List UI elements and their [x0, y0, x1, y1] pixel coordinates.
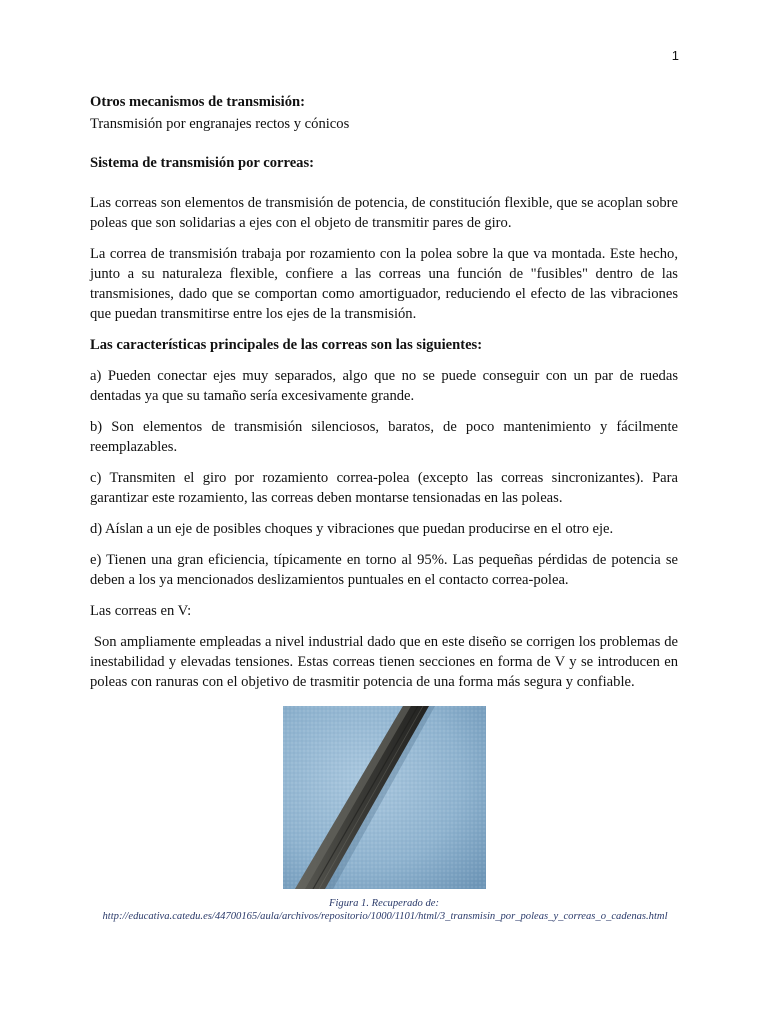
caption-url: http://educativa.catedu.es/44700165/aula/archivos/repositorio/1000/1101/html/3_transmisin_por_poleas_y_correas_o_cadenas.html [102, 911, 668, 922]
list-item-d: d) Aíslan a un eje de posibles choques y vibraciones que puedan producirse en el otro eje. [90, 521, 614, 537]
heading-otros-mecanismos: Otros mecanismos de transmisión: [90, 94, 305, 110]
paragraph-correa-rozamiento: La correa de transmisión trabaja por rozamiento con la polea sobre la que va montada. Este hecho, junto a su naturaleza flexible, confiere a las correas una función de "fusibles" dentro de las transmisiones, dado que se comportan como amortiguador, reduciendo el efecto de las vibraciones que puedan transmitirse entre los ejes de la transmisión. [90, 246, 678, 322]
list-item-a: a) Pueden conectar ejes muy separados, algo que no se puede conseguir con un par de ruedas dentadas ya que su tamaño sería excesivamente grande. [90, 368, 678, 404]
figure-caption [90, 897, 678, 923]
v-belt-image [283, 706, 486, 889]
heading-sistema-correas: Sistema de transmisión por correas: [90, 155, 315, 171]
figure-v-belt-photo [283, 706, 486, 889]
list-item-c: c) Transmiten el giro por rozamiento correa-polea (excepto las correas sincronizantes). Para garantizar este rozamiento, las correas deben montarse tensionadas en las poleas. [90, 470, 678, 506]
list-item-e: e) Tienen una gran eficiencia, típicamente en torno al 95%. Las pequeñas pérdidas de potencia se deben a los ya mencionados deslizamientos puntuales en el contacto correa-polea. [90, 552, 678, 588]
paragraph-correas-definicion: Las correas son elementos de transmisión de potencia, de constitución flexible, que se acoplan sobre poleas que son solidarias a ejes con el objeto de transmitir pares de giro. [90, 195, 678, 231]
paragraph-correas-en-v: Son ampliamente empleadas a nivel industrial dado que en este diseño se corrigen los problemas de inestabilidad y elevadas tensiones. Estas correas tienen secciones en forma de V y se introducen en poleas con ranuras con el objetivo de trasmitir potencia de una forma más segura y confiable. [90, 634, 682, 690]
page-number: 1 [671, 48, 679, 63]
caption-label: Figura 1. Recuperado de: [328, 898, 440, 909]
label-correas-en-v: Las correas en V: [90, 603, 192, 619]
heading-caracteristicas: Las características principales de las correas son las siguientes: [90, 337, 483, 353]
page-content [90, 92, 682, 923]
list-item-b: b) Son elementos de transmisión silenciosos, baratos, de poco mantenimiento y fácilmente reemplazables. [90, 419, 678, 455]
subheading-engranajes: Transmisión por engranajes rectos y cónicos [90, 116, 350, 132]
